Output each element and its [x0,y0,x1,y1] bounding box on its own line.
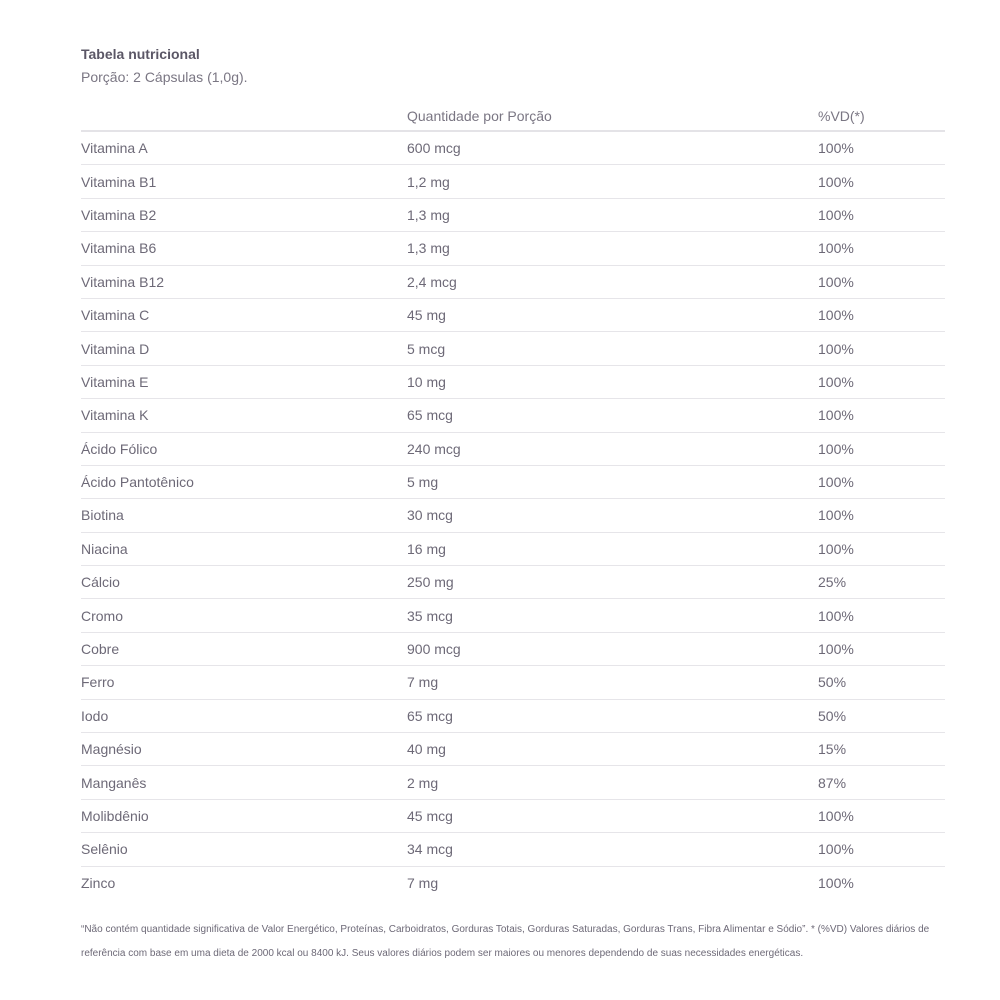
nutrient-quantity: 1,3 mg [407,232,818,265]
nutrient-name: Iodo [81,699,407,732]
table-row [81,232,945,265]
nutrient-daily-value: 100% [818,465,945,498]
nutrient-name: Cromo [81,599,407,632]
nutrient-name: Selênio [81,833,407,866]
table-row [81,432,945,465]
nutrient-quantity: 34 mcg [407,833,818,866]
nutrient-quantity: 16 mg [407,532,818,565]
nutrient-quantity: 1,3 mg [407,198,818,231]
nutrient-name: Biotina [81,499,407,532]
nutrient-quantity: 40 mg [407,733,818,766]
nutrient-quantity: 5 mg [407,465,818,498]
nutrient-daily-value: 50% [818,666,945,699]
nutrient-daily-value: 100% [818,532,945,565]
nutrient-name: Vitamina E [81,365,407,398]
nutrient-daily-value: 100% [818,632,945,665]
footnote: “Não contém quantidade significativa de Valor Energético, Proteínas, Carboidratos, Gorduras Totais, Gorduras Saturadas, Gorduras Trans, Fibra Alimentar e Sódio”. * (%VD) Valores diários de referência com base em uma dieta de 2000 kcal ou 8400 kJ. Seus valores diários podem ser maiores ou menores dependendo de suas necessidades energéticas. [81,924,930,959]
table-row [81,766,945,799]
table-row [81,699,945,732]
nutrient-name: Molibdênio [81,799,407,832]
nutrient-name: Vitamina A [81,131,407,165]
nutrient-name: Vitamina B1 [81,165,407,198]
nutrient-quantity: 5 mcg [407,332,818,365]
nutrient-quantity: 45 mcg [407,799,818,832]
nutrient-daily-value: 100% [818,332,945,365]
nutrient-quantity: 2,4 mcg [407,265,818,298]
nutrient-daily-value: 50% [818,699,945,732]
table-row [81,332,945,365]
table-row [81,198,945,231]
nutrient-daily-value: 100% [818,298,945,331]
nutrient-name: Ácido Pantotênico [81,465,407,498]
nutrient-daily-value: 25% [818,566,945,599]
nutrient-name: Ácido Fólico [81,432,407,465]
nutrient-quantity: 1,2 mg [407,165,818,198]
column-header-nutrient [81,102,407,131]
table-row [81,532,945,565]
table-row [81,866,945,899]
nutrient-quantity: 30 mcg [407,499,818,532]
nutrient-name: Vitamina K [81,399,407,432]
table-row [81,465,945,498]
nutrient-quantity: 600 mcg [407,131,818,165]
nutrient-daily-value: 100% [818,165,945,198]
table-row [81,298,945,331]
nutrient-daily-value: 100% [818,232,945,265]
table-row [81,499,945,532]
nutrient-quantity: 65 mcg [407,699,818,732]
nutrient-name: Magnésio [81,733,407,766]
nutrient-name: Manganês [81,766,407,799]
column-header-daily-value: %VD(*) [818,102,945,131]
table-row [81,666,945,699]
nutrient-daily-value: 100% [818,432,945,465]
nutrient-daily-value: 100% [818,365,945,398]
table-row [81,365,945,398]
nutrient-daily-value: 100% [818,874,854,891]
nutrient-name: Vitamina B12 [81,265,407,298]
nutrient-daily-value: 100% [818,833,945,866]
nutrient-name: Cobre [81,632,407,665]
table-row [81,131,945,165]
nutrient-daily-value: 100% [818,499,945,532]
table-body [81,131,945,899]
nutrient-daily-value: 100% [818,599,945,632]
nutrient-name: Vitamina B6 [81,232,407,265]
nutrient-daily-value: 100% [818,131,945,165]
nutrient-daily-value: 100% [818,399,945,432]
table-row [81,599,945,632]
column-header-quantity: Quantidade por Porção [407,102,818,131]
nutrient-name: Vitamina B2 [81,198,407,231]
nutrient-daily-value: 100% [818,799,945,832]
nutrient-quantity: 7 mg [407,874,439,891]
nutrient-daily-value: 15% [818,733,945,766]
nutrient-quantity: 900 mcg [407,632,818,665]
table-header [81,102,945,131]
nutrient-quantity: 7 mg [407,666,818,699]
table-row [81,165,945,198]
table-row [81,833,945,866]
nutrient-name: Vitamina C [81,298,407,331]
header-row [81,102,945,131]
nutrient-quantity: 45 mg [407,298,818,331]
nutrient-quantity: 2 mg [407,766,818,799]
nutrition-panel [81,44,945,899]
nutrient-name: Cálcio [81,566,407,599]
nutrient-name: Vitamina D [81,332,407,365]
table-row [81,399,945,432]
table-row [81,265,945,298]
table-row [81,799,945,832]
nutrition-table [81,102,945,899]
nutrient-daily-value: 87% [818,766,945,799]
nutrient-quantity: 10 mg [407,365,818,398]
nutrient-name: Zinco [81,874,116,891]
page-title: Tabela nutricional [81,46,200,62]
table-row [81,733,945,766]
nutrient-name: Niacina [81,532,407,565]
serving-size: Porção: 2 Cápsulas (1,0g). [81,69,248,85]
nutrient-quantity: 65 mcg [407,399,818,432]
nutrient-daily-value: 100% [818,198,945,231]
nutrient-quantity: 240 mcg [407,432,818,465]
nutrient-daily-value: 100% [818,265,945,298]
nutrient-quantity: 35 mcg [407,599,818,632]
table-row [81,632,945,665]
nutrient-quantity: 250 mg [407,566,818,599]
nutrient-name: Ferro [81,666,407,699]
table-row [81,566,945,599]
